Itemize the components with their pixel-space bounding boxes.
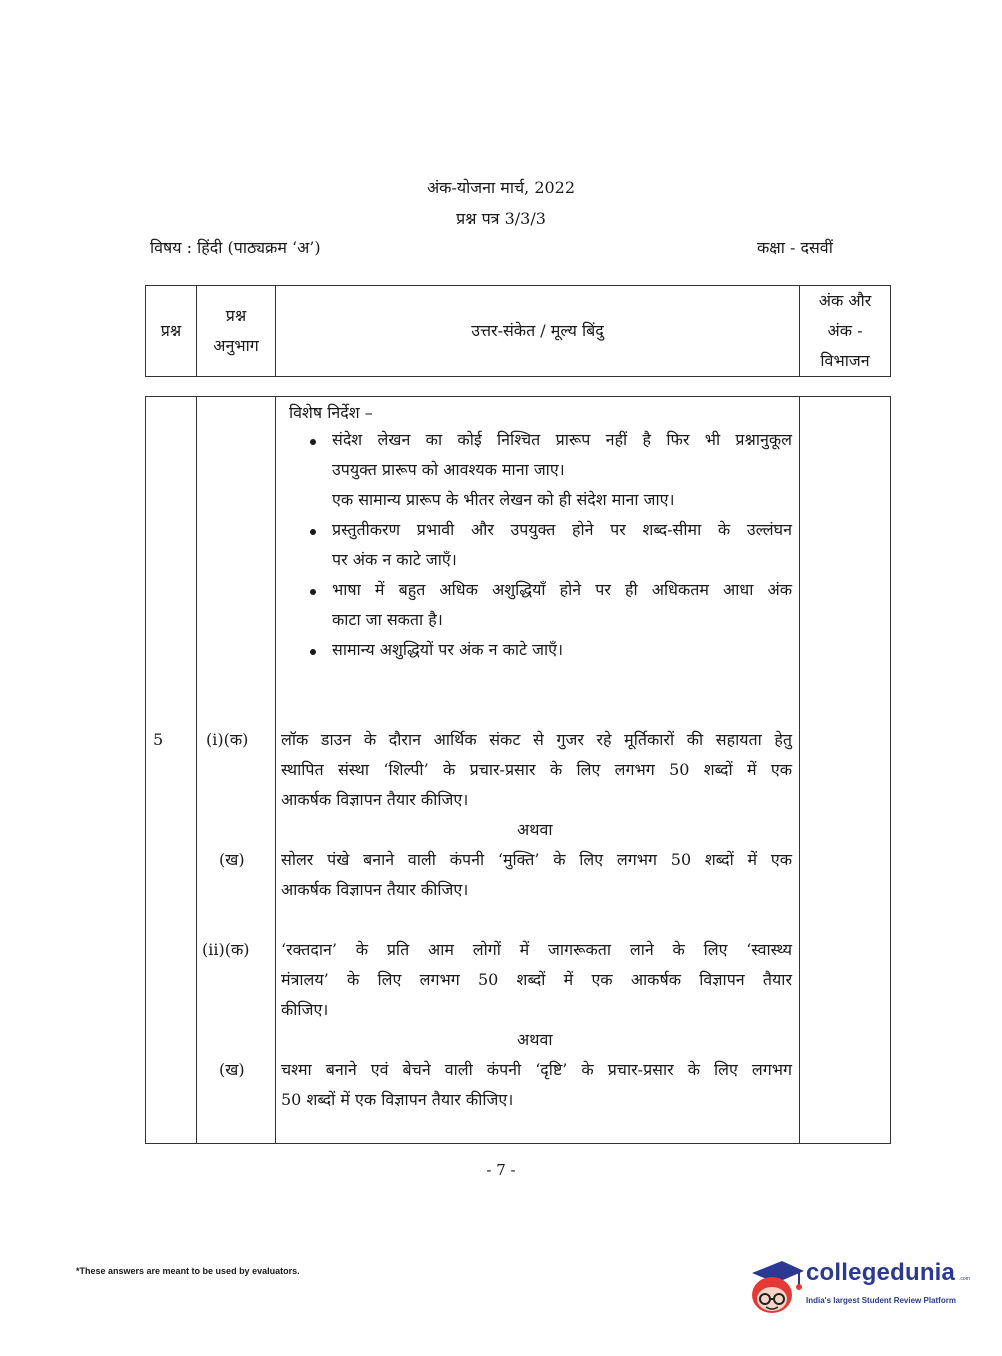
bullet-icon xyxy=(310,439,316,445)
instruction-3-line2: काटा जा सकता है। xyxy=(332,610,443,629)
brand-suffix: .com xyxy=(959,1276,970,1282)
q1-label: (i)(क) xyxy=(206,730,249,749)
q1b-line2: आकर्षक विज्ञापन तैयार कीजिए। xyxy=(281,880,469,899)
instruction-1-line2: उपयुक्त प्रारूप को आवश्यक माना जाए। xyxy=(332,460,565,479)
header-section-line2: अनुभाग xyxy=(213,336,259,355)
q2b-line1: चश्मा बनाने एवं बेचने वाली कंपनी ‘दृष्टि’ के प्रचार-प्रसार के लिए लगभग xyxy=(281,1060,792,1079)
instructions-heading: विशेष निर्देश – xyxy=(289,403,373,422)
brand-name: collegedunia xyxy=(806,1259,956,1286)
page-number: - 7 - xyxy=(486,1161,516,1179)
q1b-label: (ख) xyxy=(219,850,245,869)
instruction-2-line2: पर अंक न काटे जाएँ। xyxy=(332,550,457,569)
bullet-icon xyxy=(310,649,316,655)
bullet-icon xyxy=(310,529,316,535)
subject-label: विषय : हिंदी (पाठ्यक्रम ‘अ’) xyxy=(150,238,321,257)
class-label: कक्षा - दसवीं xyxy=(757,238,833,257)
or-label-1: अथवा xyxy=(517,820,553,839)
instruction-1-line1: संदेश लेखन का कोई निश्चित प्रारूप नहीं है फिर भी प्रश्नानुकूल xyxy=(332,430,792,449)
document-title: अंक-योजना मार्च, 2022 xyxy=(426,178,576,197)
table-header xyxy=(145,285,891,377)
header-marks-line3: विभाजन xyxy=(820,351,870,370)
instruction-3-line1: भाषा में बहुत अधिक अशुद्धियाँ होने पर ही अधिकतम आधा अंक xyxy=(332,580,792,599)
brand-tagline: India's largest Student Review Platform xyxy=(806,1296,956,1305)
question-number-cell xyxy=(146,397,197,1144)
header-answer-hints: उत्तर-संकेत / मूल्य बिंदु xyxy=(276,286,800,377)
bullet-icon xyxy=(310,589,316,595)
q1-line3: आकर्षक विज्ञापन तैयार कीजिए। xyxy=(281,790,469,809)
header-section xyxy=(197,286,276,377)
header-question: प्रश्न xyxy=(146,286,197,377)
instruction-1-line3: एक सामान्य प्रारूप के भीतर लेखन को ही संदेश माना जाए। xyxy=(332,490,675,509)
marks-cell xyxy=(800,397,891,1144)
header-section-line1: प्रश्न xyxy=(225,306,247,325)
instruction-4-line1: सामान्य अशुद्धियों पर अंक न काटे जाएँ। xyxy=(332,640,564,659)
q1b-line1: सोलर पंखे बनाने वाली कंपनी ‘मुक्ति’ के लिए लगभग 50 शब्दों में एक xyxy=(281,850,792,869)
section-cell xyxy=(197,397,276,1144)
or-label-2: अथवा xyxy=(517,1030,553,1049)
q1-line1: लॉक डाउन के दौरान आर्थिक संकट से गुजर रहे मूर्तिकारों की सहायता हेतु xyxy=(281,730,792,749)
header-marks-line2: अंक - xyxy=(827,321,863,340)
q2-line3: कीजिए। xyxy=(281,1000,329,1019)
header-marks xyxy=(800,286,891,377)
q2-line2: मंत्रालय’ के लिए लगभग 50 शब्दों में एक आकर्षक विज्ञापन तैयार xyxy=(281,970,792,989)
paper-code: प्रश्न पत्र 3/3/3 xyxy=(456,209,546,228)
q2-line1: ‘रक्तदान’ के प्रति आम लोगों में जागरूकता लाने के लिए ‘स्वास्थ्य xyxy=(281,940,792,959)
instruction-2-line1: प्रस्तुतीकरण प्रभावी और उपयुक्त होने पर शब्द-सीमा के उल्लंघन xyxy=(332,520,792,539)
question-number: 5 xyxy=(153,730,164,749)
header-marks-line1: अंक और xyxy=(818,291,872,310)
q2b-label: (ख) xyxy=(219,1060,245,1079)
evaluator-note: *These answers are meant to be used by evaluators. xyxy=(76,1266,300,1276)
q1-line2: स्थापित संस्था ‘शिल्पी’ के प्रचार-प्रसार के लिए लगभग 50 शब्दों में एक xyxy=(281,760,792,779)
q2b-line2: 50 शब्दों में एक विज्ञापन तैयार कीजिए। xyxy=(281,1090,514,1109)
q2-label: (ii)(क) xyxy=(202,940,250,959)
